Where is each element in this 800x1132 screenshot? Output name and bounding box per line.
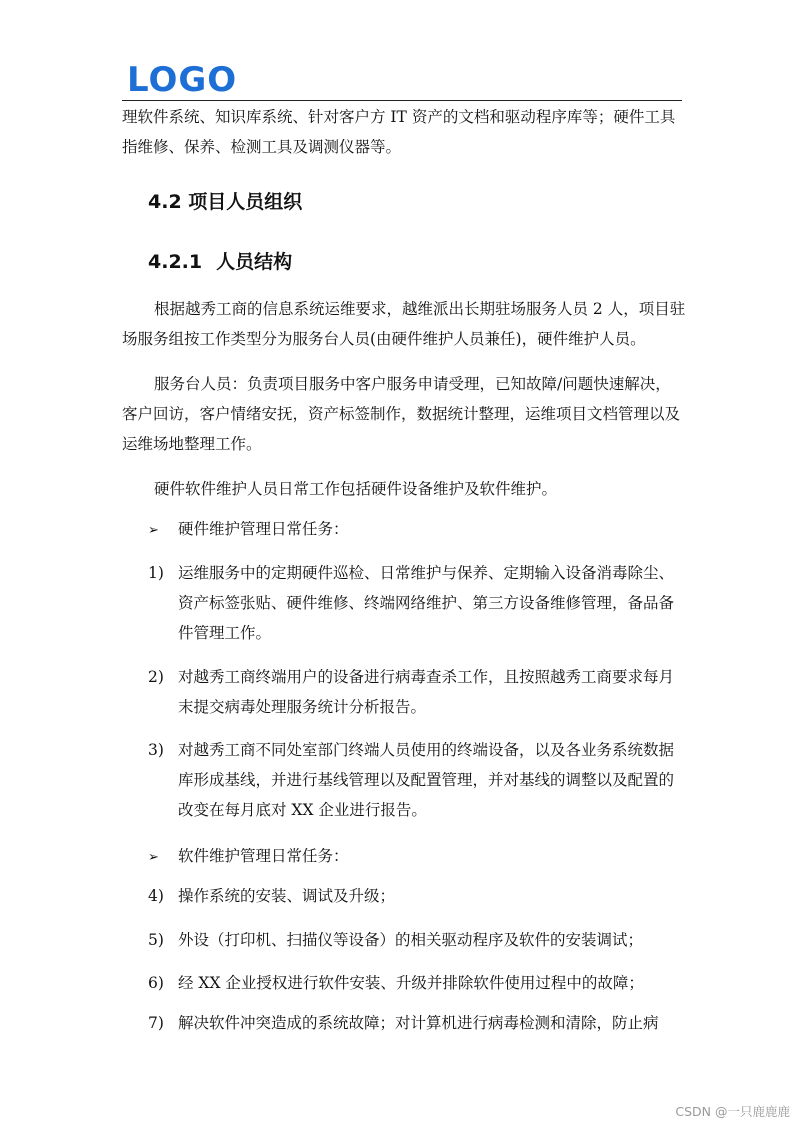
list-item-text: 外设（打印机、扫描仪等设备）的相关驱动程序及软件的安装调试；	[178, 931, 644, 949]
header-divider	[122, 100, 682, 101]
bullet-label: 软件维护管理日常任务：	[178, 847, 349, 865]
list-item	[148, 1008, 688, 1038]
list-item-number: 6)	[148, 974, 164, 992]
bullet-hardware-tasks	[148, 514, 349, 546]
list-item-text: 对越秀工商终端用户的设备进行病毒查杀工作，且按照越秀工商要求每月末提交病毒处理服务统计分析报告。	[178, 668, 675, 716]
subsection-heading	[148, 246, 292, 278]
list-item-text: 经 XX 企业授权进行软件安装、升级并排除软件使用过程中的故障；	[178, 974, 644, 992]
list-item	[148, 558, 688, 648]
subsection-number: 4.2.1	[148, 251, 203, 273]
list-item-text: 操作系统的安装、调试及升级；	[178, 887, 396, 905]
list-item-number: 7)	[148, 1014, 164, 1032]
list-item-number: 5)	[148, 931, 164, 949]
list-item-number: 2)	[148, 668, 164, 686]
list-item	[148, 662, 688, 722]
continuation-paragraph: 理软件系统、知识库系统、针对客户方 IT 资产的文档和驱动程序库等；硬件工具指维修、保养、检测工具及调测仪器等。	[122, 108, 676, 156]
bullet-label: 硬件维护管理日常任务：	[178, 520, 349, 538]
arrow-bullet-icon: ➢	[148, 850, 159, 865]
arrow-bullet-icon: ➢	[148, 523, 159, 538]
paragraph-service-desk: 服务台人员：负责项目服务中客户服务申请受理，已知故障/问题快速解决，客户回访，客户情绪安抚，资产标签制作，数据统计整理，运维项目文档管理以及运维场地整理工作。	[122, 375, 681, 453]
page-header	[122, 62, 682, 101]
logo: LOGO	[127, 60, 238, 100]
list-item	[148, 925, 688, 955]
paragraph-maintenance: 硬件软件维护人员日常工作包括硬件设备维护及软件维护。	[154, 480, 558, 498]
list-item-text: 解决软件冲突造成的系统故障；对计算机进行病毒检测和清除，防止病	[178, 1014, 659, 1032]
paragraph-staffing: 根据越秀工商的信息系统运维要求，越维派出长期驻场服务人员 2 人，项目驻场服务组按工作类型分为服务台人员(由硬件维护人员兼任)，硬件维护人员。	[122, 300, 686, 348]
list-item-number: 3)	[148, 741, 164, 759]
list-item	[148, 735, 688, 825]
section-heading: 4.2 项目人员组织	[148, 191, 303, 213]
bullet-software-tasks	[148, 841, 349, 873]
list-item-text: 运维服务中的定期硬件巡检、日常维护与保养、定期输入设备消毒除尘、资产标签张贴、硬件维修、终端网络维护、第三方设备维修管理，备品备件管理工作。	[178, 564, 675, 642]
list-item-number: 4)	[148, 887, 164, 905]
list-item-number: 1)	[148, 564, 164, 582]
watermark: CSDN @一只鹿鹿鹿	[675, 1104, 790, 1119]
list-item	[148, 881, 688, 911]
list-item-text: 对越秀工商不同处室部门终端人员使用的终端设备，以及各业务系统数据库形成基线，并进行基线管理以及配置管理，并对基线的调整以及配置的改变在每月底对 XX 企业进行报告。	[178, 741, 675, 819]
list-item	[148, 968, 688, 998]
subsection-title: 人员结构	[216, 251, 293, 273]
